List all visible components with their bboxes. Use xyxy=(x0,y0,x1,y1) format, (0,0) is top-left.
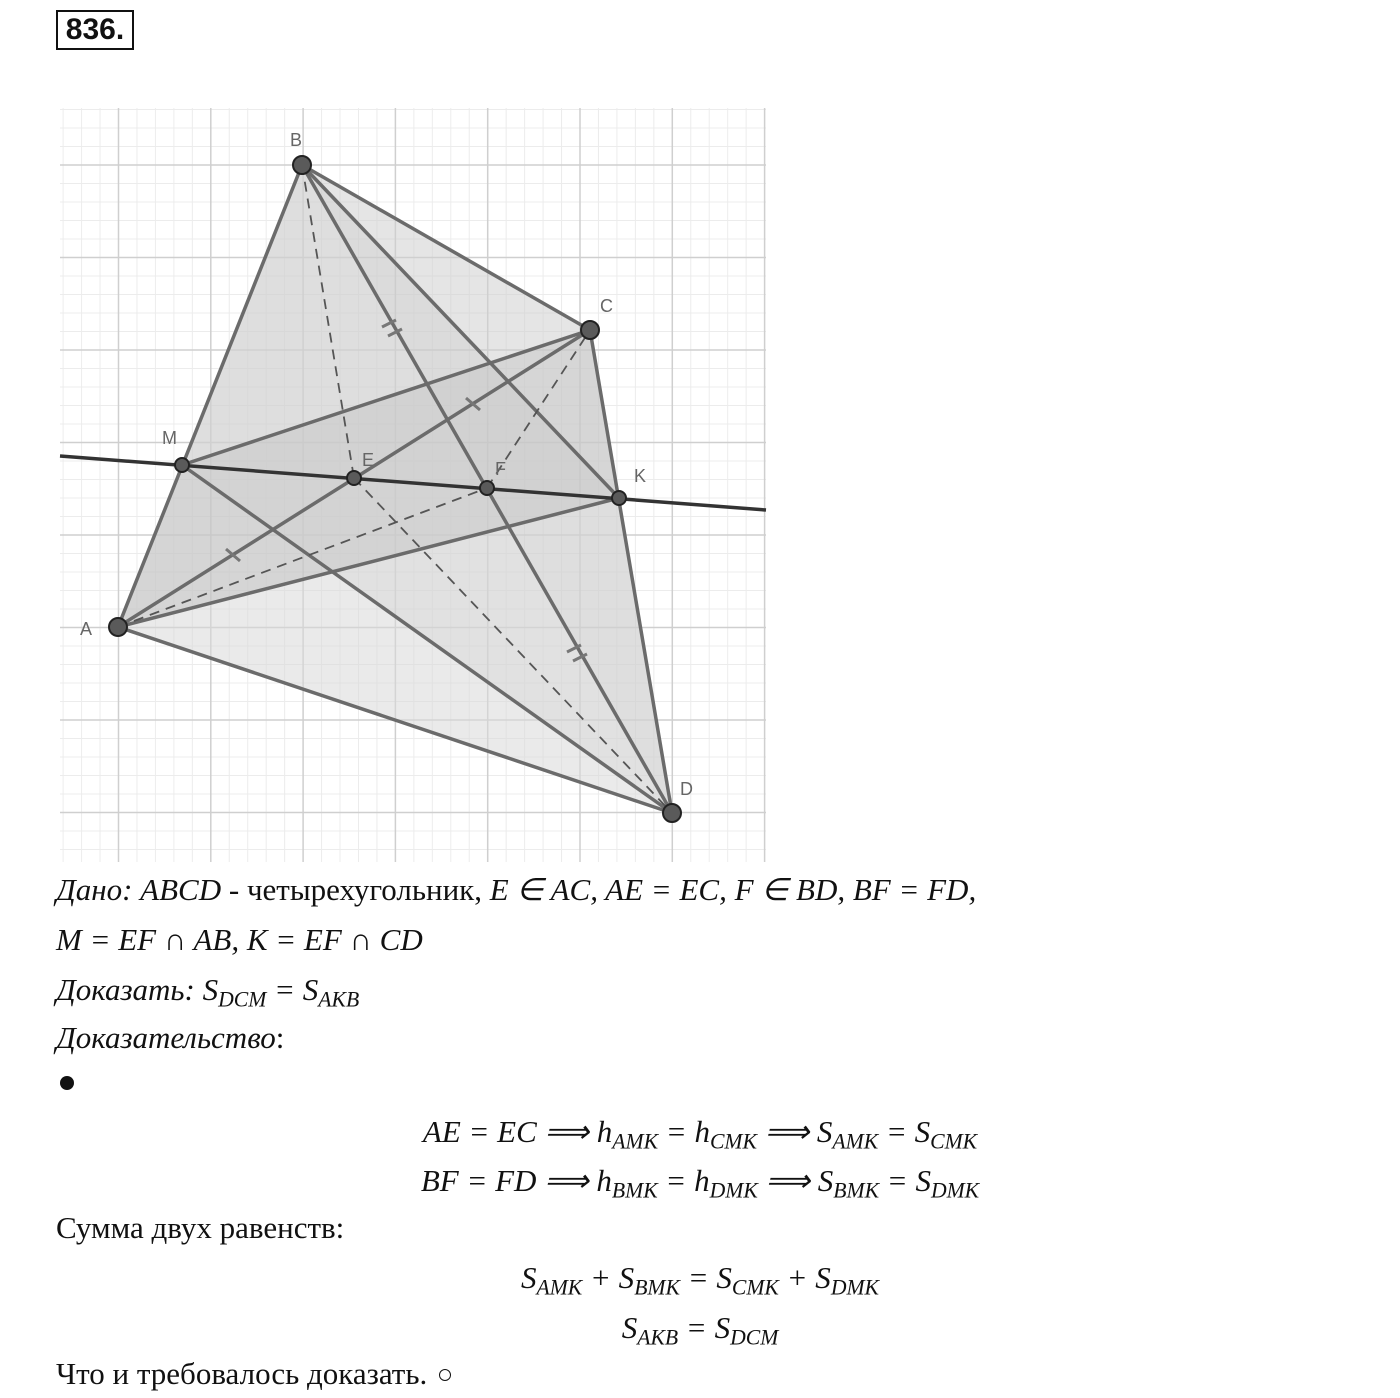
point-k xyxy=(612,491,626,505)
equation-1: AE = EC ⟹ $h_{AMK} = h_{CMK}$ ⟹ $S_{AMK} = S_{CMK}$ xyxy=(422,1114,978,1154)
bullet-point xyxy=(60,1076,74,1090)
given-line-1 xyxy=(56,872,976,908)
equation-2: BF = FD ⟹ $h_{BMK} = h_{DMK}$ ⟹ $S_{BMK} = S_{DMK}$ xyxy=(420,1163,980,1203)
qed-circle-icon xyxy=(439,1369,451,1381)
point-label-c: C xyxy=(600,296,613,316)
point-m xyxy=(175,458,189,472)
point-label-b: B xyxy=(290,130,303,150)
proof-label: Доказательство xyxy=(56,1020,276,1055)
problem-number: 836. xyxy=(56,10,134,50)
point-label-k: K xyxy=(634,466,647,486)
equation-3: $S_{AMK} + S_{BMK} = S_{CMK} + S_{DMK}$ xyxy=(520,1260,880,1300)
given-label: Дано xyxy=(56,872,123,907)
equation-4: $S_{AKB} = S_{DCM}$ xyxy=(621,1310,779,1350)
point-f xyxy=(480,481,494,495)
conclusion: Что и требовалось доказать. xyxy=(56,1356,451,1392)
given-line-2: M = EF ∩ AB, K = EF ∩ CD xyxy=(56,922,423,957)
prove-label: Доказать: xyxy=(56,972,203,1007)
point-label-a: A xyxy=(80,619,93,639)
point-a xyxy=(109,618,127,636)
given-quad: : ABCD xyxy=(122,872,222,907)
proof-heading: Доказательство: xyxy=(56,1020,285,1055)
given-conditions: E ∈ AC, AE = EC, F ∈ BD, BF = FD, xyxy=(489,872,977,907)
prove-line: Доказать: $S_{DCM} = S_{AKB}$ xyxy=(56,972,360,1012)
point-e xyxy=(347,471,361,485)
sum-label: Сумма двух равенств: xyxy=(56,1210,345,1245)
point-label-d: D xyxy=(680,779,693,799)
given-quad-word: - четырехугольник, xyxy=(221,872,490,907)
point-label-m: M xyxy=(162,428,177,448)
point-label-e: E xyxy=(362,450,375,470)
point-label-f: F xyxy=(495,459,506,479)
point-d xyxy=(663,804,681,822)
point-b xyxy=(293,156,311,174)
point-c xyxy=(581,321,599,339)
